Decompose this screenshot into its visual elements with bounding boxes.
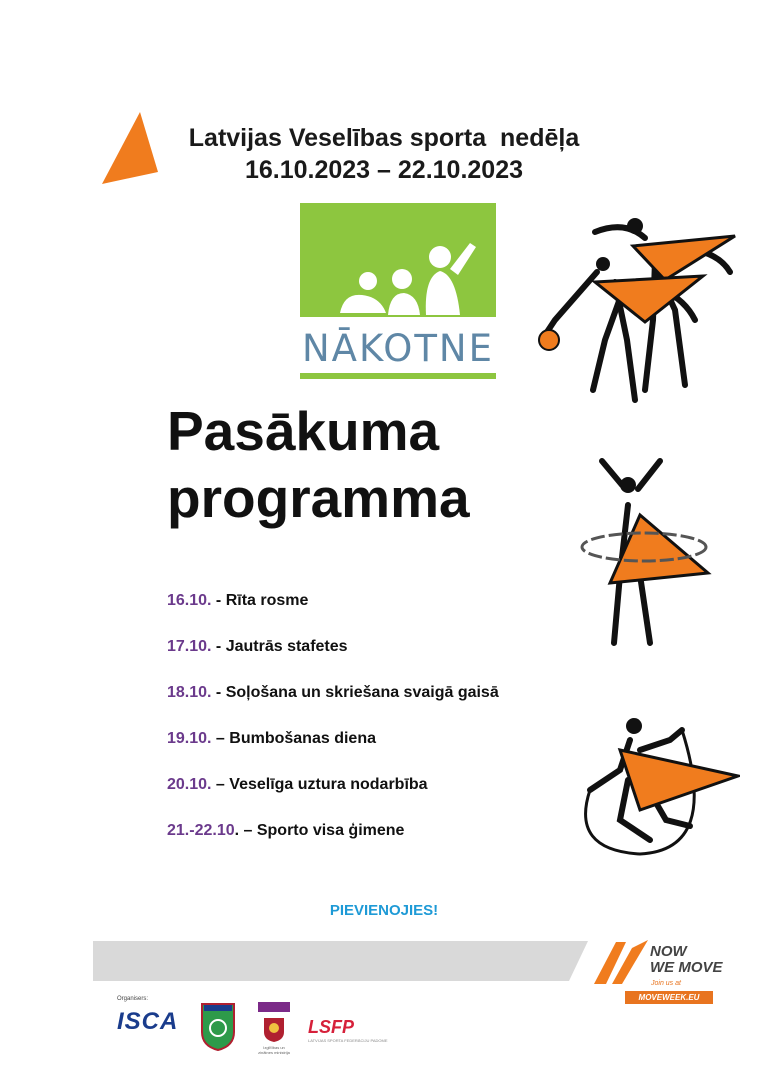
- basketball-players-figure: [535, 210, 745, 410]
- isca-logo: ISCA: [117, 1008, 179, 1035]
- schedule-list: [167, 590, 547, 866]
- program-title-line2: programma: [167, 467, 470, 529]
- schedule-date: 17.10.: [167, 638, 212, 655]
- schedule-date: 16.10.: [167, 592, 212, 609]
- schedule-date: 21.-22.10: [167, 822, 235, 839]
- schedule-activity: Jautrās stafetes: [225, 638, 348, 655]
- schedule-item: 20.10. – Veselīga uztura nodarbība: [167, 776, 428, 793]
- footer-band: [93, 941, 588, 981]
- organisers-label: Organisers:: [117, 996, 149, 1002]
- nakotne-logo-text: NĀKOTNE: [301, 327, 494, 370]
- schedule-date: 18.10.: [167, 684, 212, 701]
- hula-hoop-figure: [580, 455, 720, 650]
- jump-rope-figure: [570, 710, 740, 860]
- schedule-date: 19.10.: [167, 730, 212, 747]
- lsfp-logo: LSFP: [308, 1017, 355, 1037]
- schedule-item: 17.10. - Jautrās stafetes: [167, 638, 348, 655]
- program-title-line1: Pasākuma: [167, 400, 440, 462]
- ministry-label: Izglītības un zinātnes ministrija: [258, 1045, 290, 1055]
- nowwemove-logo-icon: [592, 938, 650, 986]
- lsfp-subtitle: LATVIJAS SPORTA FEDERĀCIJU PADOME: [308, 1038, 388, 1043]
- program-title: [167, 398, 470, 532]
- schedule-activity: Rīta rosme: [225, 592, 309, 609]
- schedule-item: 16.10. - Rīta rosme: [167, 592, 309, 609]
- schedule-item: 19.10. – Bumbošanas diena: [167, 730, 376, 747]
- join-cta: PIEVIENOJIES!: [329, 902, 439, 919]
- ministry-coat-of-arms-icon: [256, 1002, 292, 1044]
- schedule-activity: Bumbošanas diena: [229, 730, 376, 747]
- event-dates: 16.10.2023 – 22.10.2023: [244, 156, 524, 184]
- nowwemove-logo-text: NOW WE MOVE: [650, 943, 723, 976]
- moveweek-url: MOVEWEEK.EU: [625, 991, 713, 1004]
- join-us-text: Join us at: [651, 980, 681, 987]
- schedule-activity: Soļošana un skriešana svaigā gaisā: [225, 684, 499, 701]
- lsa-shield-logo-icon: [200, 1002, 236, 1052]
- event-name: Latvijas Veselības sporta nedēļa: [188, 124, 580, 152]
- children-silhouette-icon: [300, 203, 496, 323]
- schedule-item: 21.-22.10. – Sporto visa ģimene: [167, 822, 405, 839]
- schedule-date: 20.10.: [167, 776, 212, 793]
- schedule-activity: Veselīga uztura nodarbība: [229, 776, 428, 793]
- schedule-item: 18.10. - Soļošana un skriešana svaigā gaisā: [167, 684, 499, 701]
- event-title: [0, 122, 768, 186]
- schedule-activity: Sporto visa ģimene: [256, 822, 405, 839]
- nakotne-logo: [300, 203, 496, 379]
